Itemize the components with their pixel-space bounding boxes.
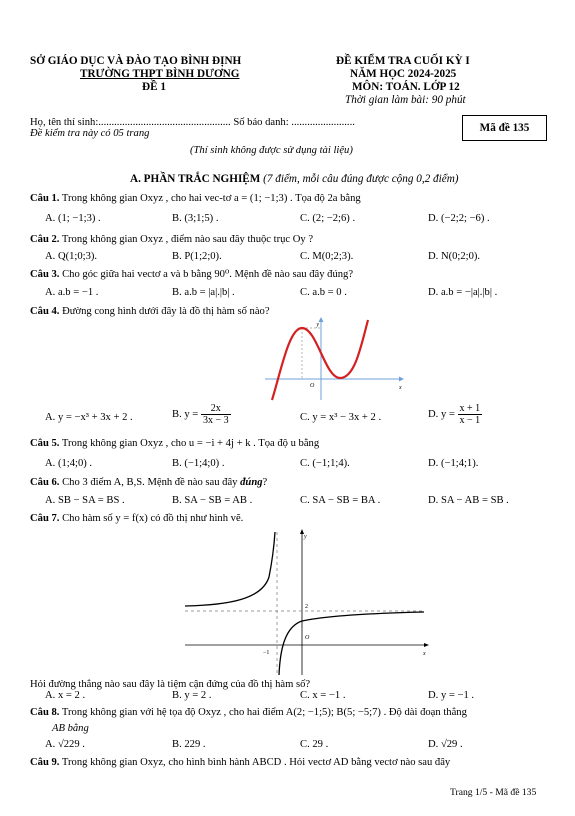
- question-label: Câu 5.: [30, 438, 60, 449]
- numerator: 2x: [201, 403, 231, 415]
- q6-option-b[interactable]: B. SA − SB = AB .: [172, 495, 253, 506]
- y-axis-label: y: [316, 322, 319, 328]
- q4-option-b[interactable]: [172, 403, 231, 426]
- question-9: [30, 757, 450, 768]
- q8-option-c[interactable]: C. 29 .: [300, 739, 329, 750]
- q4-cubic-graph: [255, 316, 405, 402]
- section-title: A. PHẦN TRẮC NGHIỆM: [130, 173, 261, 185]
- q5-option-c[interactable]: C. (−1;1;4).: [300, 458, 350, 469]
- exam-code: Mã đề 135: [479, 122, 530, 134]
- question-5: [30, 438, 319, 449]
- fraction-lhs: B. y =: [172, 409, 199, 420]
- question-text: Trong không gian Oxyz , cho u = −i + 4j + k . Tọa độ u bằng: [61, 438, 320, 449]
- question-label: Câu 1.: [30, 193, 60, 204]
- q7-option-c[interactable]: C. x = −1 .: [300, 690, 346, 701]
- x-axis-arrow: [424, 643, 429, 647]
- exam-code-box: [462, 115, 547, 141]
- q8-option-d[interactable]: D. √29 .: [428, 739, 463, 750]
- x-axis-label: x: [423, 651, 426, 657]
- q6-option-a[interactable]: A. SB − SA = BS .: [45, 495, 125, 506]
- x-neg-one-label: −1: [263, 650, 270, 656]
- question-text: Trong không gian với hệ tọa độ Oxyz , cho hai điểm A(2; −1;5); B(5; −5;7) . Độ dài đoạn thẳng: [61, 707, 467, 718]
- q7-hyperbola-graph: [180, 527, 430, 677]
- question-emphasis: đúng: [240, 477, 263, 488]
- q7-option-a[interactable]: A. x = 2 .: [45, 690, 86, 701]
- right-branch: [279, 612, 424, 675]
- y-axis-label: y: [304, 534, 307, 540]
- fraction: [201, 403, 231, 426]
- question-text: Trong không gian Oxyz , điểm nào sau đây thuộc trục Oy ?: [61, 234, 314, 245]
- q6-option-c[interactable]: C. SA − SB = BA .: [300, 495, 381, 506]
- question-6: Câu 6. Cho 3 điểm A, B,S. Mệnh đề nào sau đây đúng?: [30, 477, 268, 488]
- school-name: TRƯỜNG THPT BÌNH DƯƠNG: [80, 68, 240, 80]
- question-label: Câu 9.: [30, 757, 60, 768]
- question-label: Câu 4.: [30, 306, 60, 317]
- question-label: Câu 3.: [30, 269, 60, 280]
- fraction: [458, 403, 483, 426]
- question-label: Câu 7.: [30, 513, 60, 524]
- question-text: Cho hàm số y = f(x) có đồ thị như hình vẽ.: [62, 513, 244, 524]
- q4-option-a[interactable]: A. y = −x³ + 3x + 2 .: [45, 412, 133, 423]
- question-7-prompt: Hỏi đường thẳng nào sau đây là tiệm cận đứng của đồ thị hàm số?: [30, 679, 311, 690]
- q1-option-a[interactable]: A. (1; −1;3) .: [45, 213, 101, 224]
- fraction-lhs: D. y =: [428, 409, 455, 420]
- q2-option-c[interactable]: C. M(0;2;3).: [300, 251, 354, 262]
- q7-option-d[interactable]: D. y = −1 .: [428, 690, 475, 701]
- question-4: [30, 306, 270, 317]
- department-name: SỞ GIÁO DỤC VÀ ĐÀO TẠO BÌNH ĐỊNH: [30, 55, 242, 67]
- question-2: [30, 234, 313, 245]
- x-axis-label: x: [399, 385, 402, 391]
- student-info-line: Họ, tên thí sinh:.................................................. Số báo danh: ........................: [30, 117, 355, 128]
- q5-option-b[interactable]: B. (−1;4;0) .: [172, 458, 225, 469]
- question-text: Đường cong hình dưới đây là đồ thị hàm số nào?: [62, 306, 270, 317]
- q3-option-d[interactable]: D. a.b = −|a|.|b| .: [428, 287, 498, 298]
- question-text: Cho 3 điểm A, B,S. Mệnh đề nào sau đây: [62, 477, 241, 488]
- question-3: [30, 268, 353, 280]
- origin-label: O: [310, 383, 315, 389]
- exam-variant: ĐỀ 1: [142, 81, 166, 93]
- q3-option-c[interactable]: C. a.b = 0 .: [300, 287, 347, 298]
- question-8: [30, 707, 467, 718]
- denominator: x − 1: [459, 415, 481, 426]
- q8-option-b[interactable]: B. 229 .: [172, 739, 206, 750]
- question-7: [30, 513, 243, 524]
- section-heading: [130, 173, 459, 185]
- y-two-label: 2: [305, 604, 308, 610]
- section-scoring: (7 điểm, mỗi câu đúng được cộng 0,2 điểm): [263, 173, 459, 185]
- page-footer: Trang 1/5 - Mã đề 135: [450, 787, 537, 798]
- question-label: Câu 6.: [30, 477, 60, 488]
- question-8-continued: AB bằng: [52, 723, 89, 734]
- q4-option-d[interactable]: [428, 403, 482, 426]
- y-axis-arrow: [319, 317, 324, 322]
- q5-option-a[interactable]: A. (1;4;0) .: [45, 458, 93, 469]
- question-text: Cho góc giữa hai vectơ a và b bằng 90⁰. Mệnh đề nào sau đây đúng?: [62, 269, 354, 280]
- q6-option-d[interactable]: D. SA − AB = SB .: [428, 495, 509, 506]
- question-label: Câu 8.: [30, 707, 60, 718]
- q2-option-a[interactable]: A. Q(1;0;3).: [45, 251, 98, 262]
- x-axis-arrow: [399, 377, 404, 382]
- subject: MÔN: TOÁN. LỚP 12: [352, 81, 460, 93]
- q3-option-a[interactable]: A. a.b = −1 .: [45, 287, 99, 298]
- origin-label: O: [305, 635, 310, 641]
- cubic-curve: [272, 320, 368, 400]
- q2-option-b[interactable]: B. P(1;2;0).: [172, 251, 222, 262]
- q4-option-c[interactable]: C. y = x³ − 3x + 2 .: [300, 412, 382, 423]
- q1-option-c[interactable]: C. (2; −2;6) .: [300, 213, 356, 224]
- denominator: 3x − 3: [202, 415, 229, 426]
- question-text: Trong không gian Oxyz , cho hai vec-tơ a = (1; −1;3) . Tọa độ 2a bằng: [61, 193, 361, 204]
- question-text: Trong không gian Oxyz, cho hình bình hành ABCD . Hỏi vectơ AD bằng vectơ nào sau đây: [61, 757, 451, 768]
- q7-option-b[interactable]: B. y = 2 .: [172, 690, 212, 701]
- left-branch: [185, 532, 275, 606]
- q5-option-d[interactable]: D. (−1;4;1).: [428, 458, 479, 469]
- page-count-note: Đề kiểm tra này có 05 trang: [30, 128, 150, 139]
- q3-option-b[interactable]: B. a.b = |a|.|b| .: [172, 287, 235, 298]
- school-year: NĂM HỌC 2024-2025: [350, 68, 457, 80]
- q1-option-d[interactable]: D. (−2;2; −6) .: [428, 213, 490, 224]
- no-materials-note: (Thí sinh không được sử dụng tài liệu): [190, 145, 353, 156]
- exam-title: ĐỀ KIỂM TRA CUỐI KỲ I: [336, 55, 470, 67]
- q2-option-d[interactable]: D. N(0;2;0).: [428, 251, 481, 262]
- numerator: x + 1: [459, 403, 481, 414]
- q8-option-a[interactable]: A. √229 .: [45, 739, 85, 750]
- q1-option-b[interactable]: B. (3;1;5) .: [172, 213, 219, 224]
- question-1: [30, 193, 361, 204]
- question-label: Câu 2.: [30, 234, 60, 245]
- duration: Thời gian làm bài: 90 phút: [345, 94, 466, 106]
